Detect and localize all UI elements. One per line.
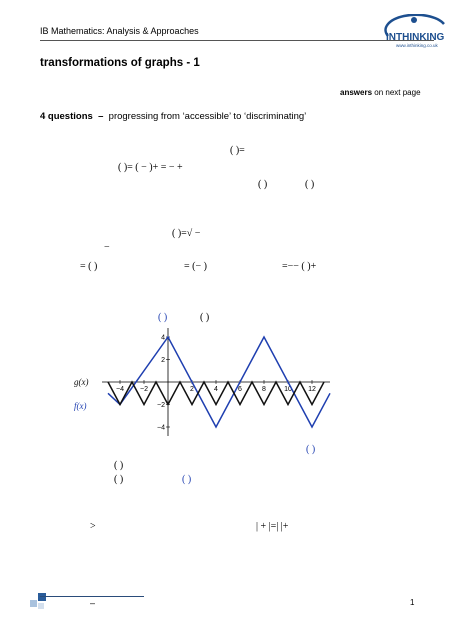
q2-option-2: = (− ) xyxy=(184,261,207,272)
questions-progression: progressing from ‘accessible’ to ‘discriminating’ xyxy=(108,111,307,122)
footer-square-dark xyxy=(38,593,46,601)
page-number: 1 xyxy=(410,598,415,607)
q1-line1: ( )= xyxy=(230,145,245,156)
q1-option-a: ( ) xyxy=(258,179,268,190)
questions-count: 4 questions xyxy=(40,111,93,122)
y-tick-label: 2 xyxy=(161,357,165,364)
answers-word: answers xyxy=(340,88,373,97)
logo-text: INTHINKING xyxy=(386,32,445,43)
footer-dash: – xyxy=(90,598,96,608)
q3-blue-right: ( ) xyxy=(306,444,316,455)
answers-rest: on next page xyxy=(372,88,421,97)
q4-inequality: > xyxy=(90,521,96,532)
answers-note xyxy=(340,88,421,97)
logo-url: www.inthinking.co.uk xyxy=(396,43,438,48)
x-tick-label: 8 xyxy=(262,386,266,393)
x-tick-label: 2 xyxy=(190,386,194,393)
q3-option-a: ( ) xyxy=(114,460,124,471)
x-tick-label: 4 xyxy=(214,386,218,393)
y-tick-label: 4 xyxy=(161,334,165,342)
q2-minus: − xyxy=(104,242,110,253)
q3-option-c: ( ) xyxy=(182,474,192,485)
x-tick-label: 12 xyxy=(308,386,316,393)
y-tick-label: −2 xyxy=(157,402,165,409)
q2-option-1: = ( ) xyxy=(80,261,98,272)
f-label: f(x) xyxy=(74,401,87,411)
x-tick-label: −4 xyxy=(116,386,124,393)
q2-option-3: =−− ( )+ xyxy=(282,261,317,272)
x-tick-label: −2 xyxy=(140,386,148,393)
footer-square-light xyxy=(30,600,37,607)
questions-dash: – xyxy=(98,111,104,122)
q1-option-b: ( ) xyxy=(305,179,315,190)
header-rule xyxy=(40,40,434,41)
x-tick-label: 10 xyxy=(284,386,292,393)
y-tick-label: −4 xyxy=(157,424,165,432)
inthinking-logo xyxy=(380,14,450,50)
q3-option-b: ( ) xyxy=(114,474,124,485)
x-tick-label: 6 xyxy=(238,386,242,393)
q4-absolute-equation: | + |=| |+ xyxy=(256,521,289,532)
q3-label-a: ( ) xyxy=(158,312,168,323)
footer-square-pale xyxy=(38,603,44,609)
footer-rule xyxy=(40,596,144,597)
q1-line2: ( )= ( − )+ = − + xyxy=(118,162,183,173)
q2-line1: ( )=√ − xyxy=(172,228,201,239)
page-title: transformations of graphs - 1 xyxy=(40,57,200,69)
q3-label-b: ( ) xyxy=(200,312,210,323)
questions-line xyxy=(40,111,306,122)
transformation-graph xyxy=(60,322,340,442)
course-header: IB Mathematics: Analysis & Approaches xyxy=(40,26,199,36)
g-label: g(x) xyxy=(74,377,89,387)
